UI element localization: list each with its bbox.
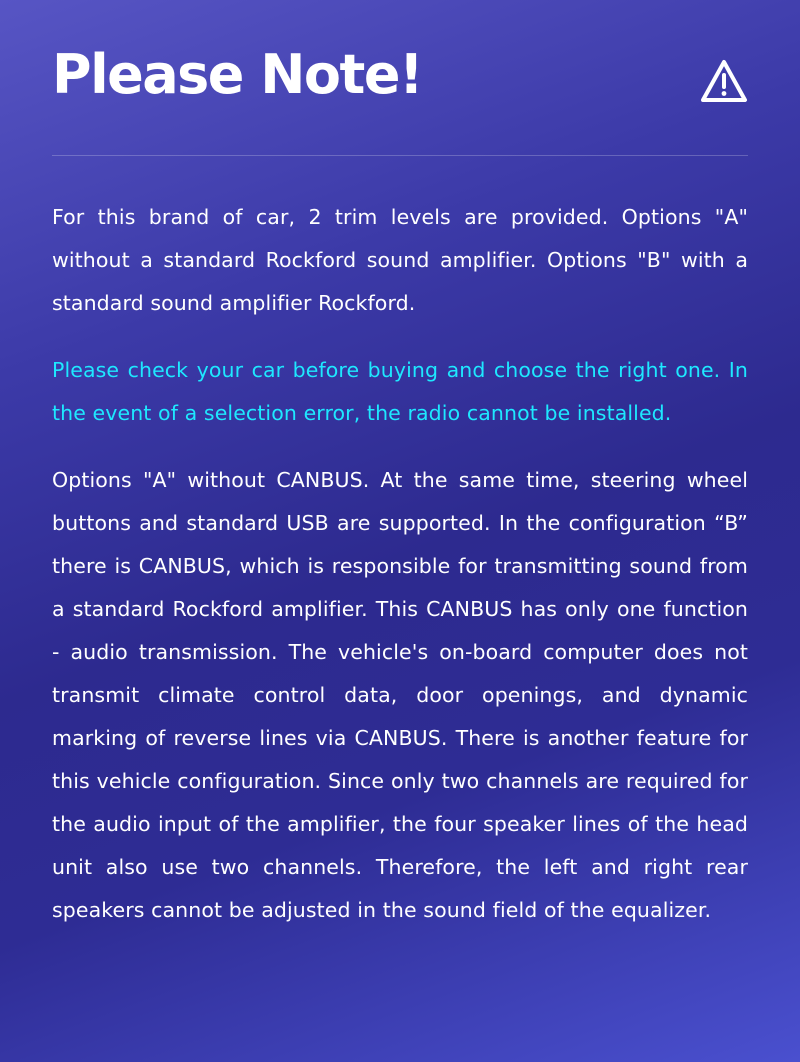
page-title: Please Note! — [52, 43, 423, 106]
canbus-details-paragraph: Options "A" without CANBUS. At the same time, steering wheel buttons and standard USB are supported. In the configuration “B” there is CANBUS, which is responsible for transmitting sound from a standard Rockford amplifier. This CANBUS has only one function - audio transmission. The vehicle's on-board computer does not transmit climate control data, door openings, and dynamic marking of reverse lines via CANBUS. There is another feature for this vehicle configuration. Since only two channels are required for the audio input of the amplifier, the four speaker lines of the head unit also use two channels. Therefore, the left and right rear speakers cannot be adjusted in the sound field of the equalizer. — [52, 468, 748, 922]
check-car-warning: Please check your car before buying and choose the right one. In the event of a selection error, the radio cannot be installed. — [52, 358, 748, 425]
warning-triangle-icon — [700, 58, 748, 104]
trim-levels-paragraph: For this brand of car, 2 trim levels are provided. Options "A" without a standard Rockford sound amplifier. Options "B" with a standard sound amplifier Rockford. — [52, 205, 748, 315]
note-header — [52, 0, 748, 156]
